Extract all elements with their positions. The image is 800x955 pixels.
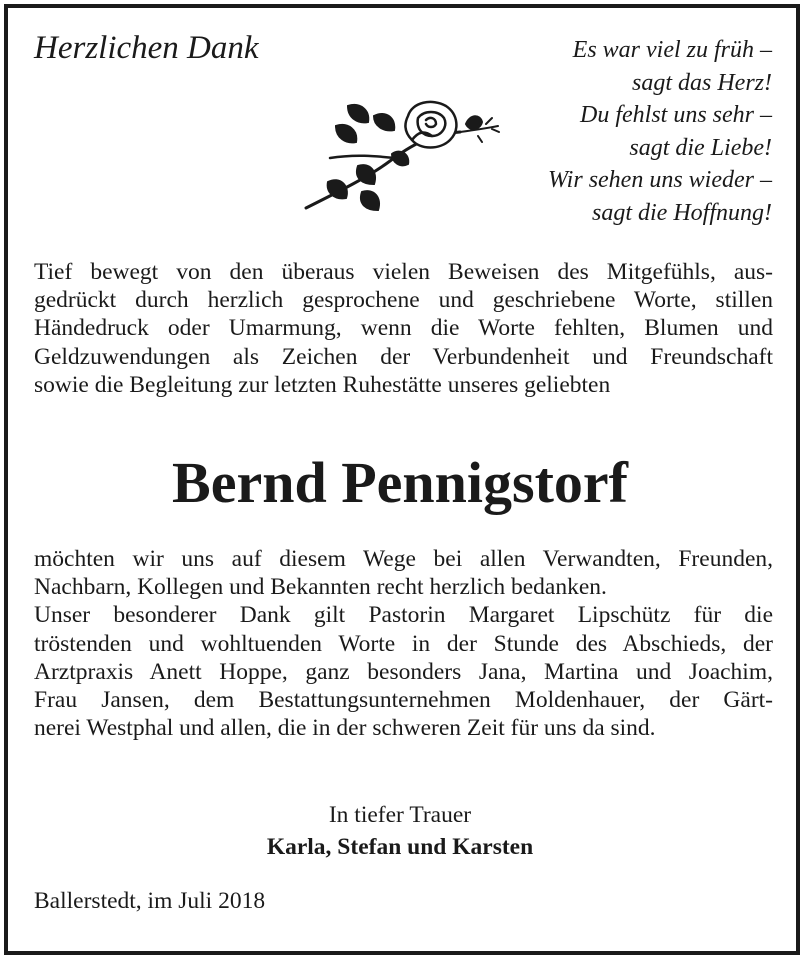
poem-line: sagt die Liebe! <box>629 134 772 161</box>
poem-line: Wir sehen uns wieder – <box>548 167 772 193</box>
text-line: Frau Jansen, dem Bestattungsunternehmen Moldenhauer, der Gärt- <box>34 687 773 714</box>
text-line: möchten wir uns auf diesem Wege bei allen Verwandten, Freunden, <box>34 546 773 572</box>
place-date: Ballerstedt, im Juli 2018 <box>34 888 266 914</box>
poem-line: sagt das Herz! <box>631 69 772 96</box>
poem-line: Es war viel zu früh – <box>572 37 772 63</box>
poem <box>472 34 772 229</box>
text-line: Unser besonderer Dank gilt Pastorin Margaret Lipschütz für die <box>34 602 773 629</box>
intro-paragraph <box>34 258 773 399</box>
text-line: nerei Westphal und allen, die in der schweren Zeit für uns da sind. <box>34 715 656 742</box>
deceased-name: Bernd Pennigstorf <box>172 450 628 515</box>
text-line: gedrückt durch herzlich gesprochene und geschriebene Worte, stillen <box>34 287 773 314</box>
text-line: sowie die Begleitung zur letzten Ruhestätte unseres geliebten <box>34 371 611 398</box>
thanks-paragraph <box>34 545 773 742</box>
text-line: Nachbarn, Kollegen und Bekannten recht herzlich bedanken. <box>34 574 607 601</box>
heading: Herzlichen Dank <box>34 30 259 66</box>
poem-line: sagt die Hoffnung! <box>592 199 772 226</box>
text-line: Geldzuwendungen als Zeichen der Verbundenheit und Freundschaft <box>34 343 773 370</box>
signatories: Karla, Stefan und Karsten <box>266 834 534 860</box>
text-line: tröstenden und wohltuenden Worte in der Stunde des Abschieds, der <box>34 630 773 657</box>
text-line: Tief bewegt von den überaus vielen Beweisen des Mitgefühls, aus- <box>34 259 773 285</box>
text-line: Arztpraxis Anett Hoppe, ganz besonders Jana, Martina und Joachim, <box>34 658 773 685</box>
poem-line: Du fehlst uns sehr – <box>580 102 772 128</box>
rose-icon <box>300 96 505 220</box>
text-line: Händedruck oder Umarmung, wenn die Worte fehlten, Blumen und <box>34 315 773 342</box>
closing-line: In tiefer Trauer <box>328 802 472 828</box>
